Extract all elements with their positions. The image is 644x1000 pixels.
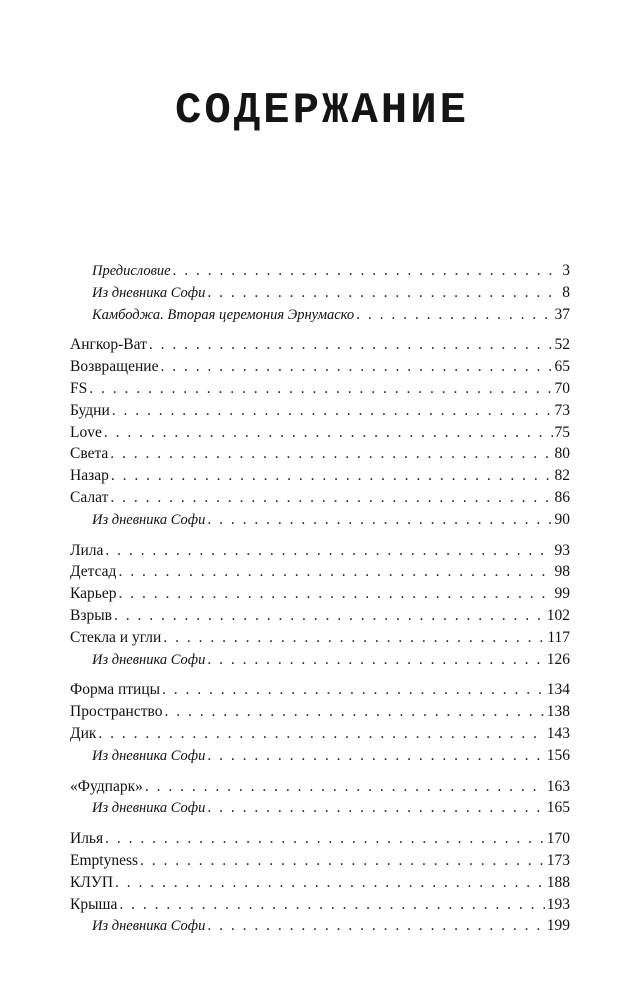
- entry-title: «Фудпарк»: [70, 777, 143, 795]
- dot-leader: [104, 422, 553, 444]
- entry-title: Назар: [70, 467, 109, 485]
- dot-leader: [118, 583, 552, 605]
- page-number: 163: [546, 777, 570, 795]
- entry-title: Love: [70, 423, 102, 441]
- page-number: 156: [546, 746, 570, 764]
- toc-entry: [70, 627, 570, 649]
- dot-leader: [110, 487, 552, 509]
- dot-leader: [173, 260, 561, 282]
- toc-entry: [70, 465, 570, 487]
- toc-subentry: [70, 304, 570, 326]
- dot-leader: [207, 915, 544, 937]
- page-number: 52: [554, 336, 570, 354]
- dot-leader: [207, 282, 560, 304]
- page-number: 117: [547, 628, 570, 646]
- entry-title: Камбоджа. Вторая церемония Эрнумаско: [92, 306, 355, 323]
- toc-entry: [70, 378, 570, 400]
- entry-title: КЛУП: [70, 873, 114, 891]
- toc-group: [70, 260, 570, 325]
- page-number: 134: [546, 681, 570, 699]
- entry-title: FS: [70, 379, 88, 397]
- dot-leader: [160, 356, 552, 378]
- toc-entry: [70, 894, 570, 916]
- page-number: 188: [546, 873, 570, 891]
- dot-leader: [98, 723, 544, 745]
- toc-group: [70, 828, 570, 937]
- toc-entry: [70, 422, 570, 444]
- toc-entry: [70, 679, 570, 701]
- entry-title: Из дневника Софи: [92, 800, 206, 817]
- entry-title: Стекла и угли: [70, 628, 162, 646]
- entry-title: Света: [70, 445, 109, 463]
- toc-entry: [70, 334, 570, 356]
- page-number: 199: [546, 917, 570, 935]
- page-number: 98: [554, 563, 570, 581]
- dot-leader: [207, 797, 544, 819]
- page-number: 193: [546, 895, 570, 913]
- entry-title: Лила: [70, 541, 104, 559]
- dot-leader: [356, 304, 552, 326]
- page-number: 8: [562, 283, 570, 301]
- page-number: 93: [554, 541, 570, 559]
- entry-title: Салат: [70, 488, 109, 506]
- page-number: 80: [554, 445, 570, 463]
- toc-subentry: [70, 915, 570, 937]
- toc-entry: [70, 540, 570, 562]
- toc-group: [70, 776, 570, 820]
- entry-title: Возвращение: [70, 358, 159, 376]
- dot-leader: [149, 334, 553, 356]
- toc-entry: [70, 872, 570, 894]
- dot-leader: [105, 828, 545, 850]
- page-number: 102: [546, 606, 570, 624]
- page-number: 173: [546, 851, 570, 869]
- dot-leader: [207, 745, 544, 767]
- dot-leader: [207, 509, 552, 531]
- toc-entry: [70, 583, 570, 605]
- page-number: 73: [554, 401, 570, 419]
- toc-entry: [70, 356, 570, 378]
- entry-title: Из дневника Софи: [92, 284, 206, 301]
- toc-entry: [70, 443, 570, 465]
- toc-entry: [70, 776, 570, 798]
- entry-title: Карьер: [70, 585, 117, 603]
- entry-title: Ангкор-Ват: [70, 336, 147, 354]
- entry-title: Детсад: [70, 563, 117, 581]
- page-number: 65: [554, 358, 570, 376]
- dot-leader: [89, 378, 552, 400]
- entry-title: Пространство: [70, 703, 163, 721]
- toc-entry: [70, 723, 570, 745]
- dot-leader: [145, 776, 545, 798]
- entry-title: Предисловие: [92, 263, 171, 279]
- page-number: 37: [554, 305, 570, 323]
- toc-subentry: [70, 745, 570, 767]
- toc-group: [70, 679, 570, 766]
- toc-entry: [70, 850, 570, 872]
- dot-leader: [162, 679, 545, 701]
- entry-title: Форма птицы: [70, 681, 161, 699]
- entry-title: Из дневника Софи: [92, 747, 206, 764]
- toc-subentry: [70, 282, 570, 304]
- toc-entry: [70, 701, 570, 723]
- entry-title: Из дневника Софи: [92, 918, 206, 935]
- page-number: 138: [546, 703, 570, 721]
- page-title: СОДЕРЖАНИЕ: [174, 86, 470, 136]
- toc-subentry: [70, 509, 570, 531]
- entry-title: Взрыв: [70, 606, 112, 624]
- toc-subentry: [70, 649, 570, 671]
- dot-leader: [119, 894, 544, 916]
- entry-title: Emptyness: [70, 851, 139, 869]
- dot-leader: [110, 443, 552, 465]
- page-number: 82: [554, 467, 570, 485]
- toc-group: [70, 334, 570, 530]
- toc-entry: [70, 400, 570, 422]
- page-number: 86: [554, 488, 570, 506]
- entry-title: Илья: [70, 830, 104, 848]
- entry-title: Из дневника Софи: [92, 511, 206, 528]
- table-of-contents: [70, 260, 570, 946]
- entry-title: Из дневника Софи: [92, 651, 206, 668]
- page-number: 99: [554, 585, 570, 603]
- dot-leader: [118, 561, 552, 583]
- page-number: 126: [546, 650, 570, 668]
- toc-subentry: [70, 797, 570, 819]
- dot-leader: [114, 605, 545, 627]
- entry-title: Крыша: [70, 895, 118, 913]
- dot-leader: [112, 400, 553, 422]
- dot-leader: [163, 627, 545, 649]
- dot-leader: [115, 872, 545, 894]
- page-number: 3: [562, 262, 570, 279]
- dot-leader: [105, 540, 552, 562]
- dot-leader: [207, 649, 544, 671]
- dot-leader: [140, 850, 545, 872]
- page-number: 90: [554, 510, 570, 528]
- page-number: 170: [546, 830, 570, 848]
- page-number: 70: [554, 379, 570, 397]
- page-number: 165: [546, 799, 570, 817]
- dot-leader: [111, 465, 553, 487]
- toc-entry: [70, 605, 570, 627]
- page-number: 143: [546, 724, 570, 742]
- dot-leader: [164, 701, 544, 723]
- entry-title: Будни: [70, 401, 110, 419]
- toc-group: [70, 540, 570, 671]
- toc-subentry: [70, 260, 570, 282]
- entry-title: Дик: [70, 724, 97, 742]
- toc-entry: [70, 561, 570, 583]
- toc-entry: [70, 487, 570, 509]
- toc-entry: [70, 828, 570, 850]
- page-number: 75: [554, 423, 570, 441]
